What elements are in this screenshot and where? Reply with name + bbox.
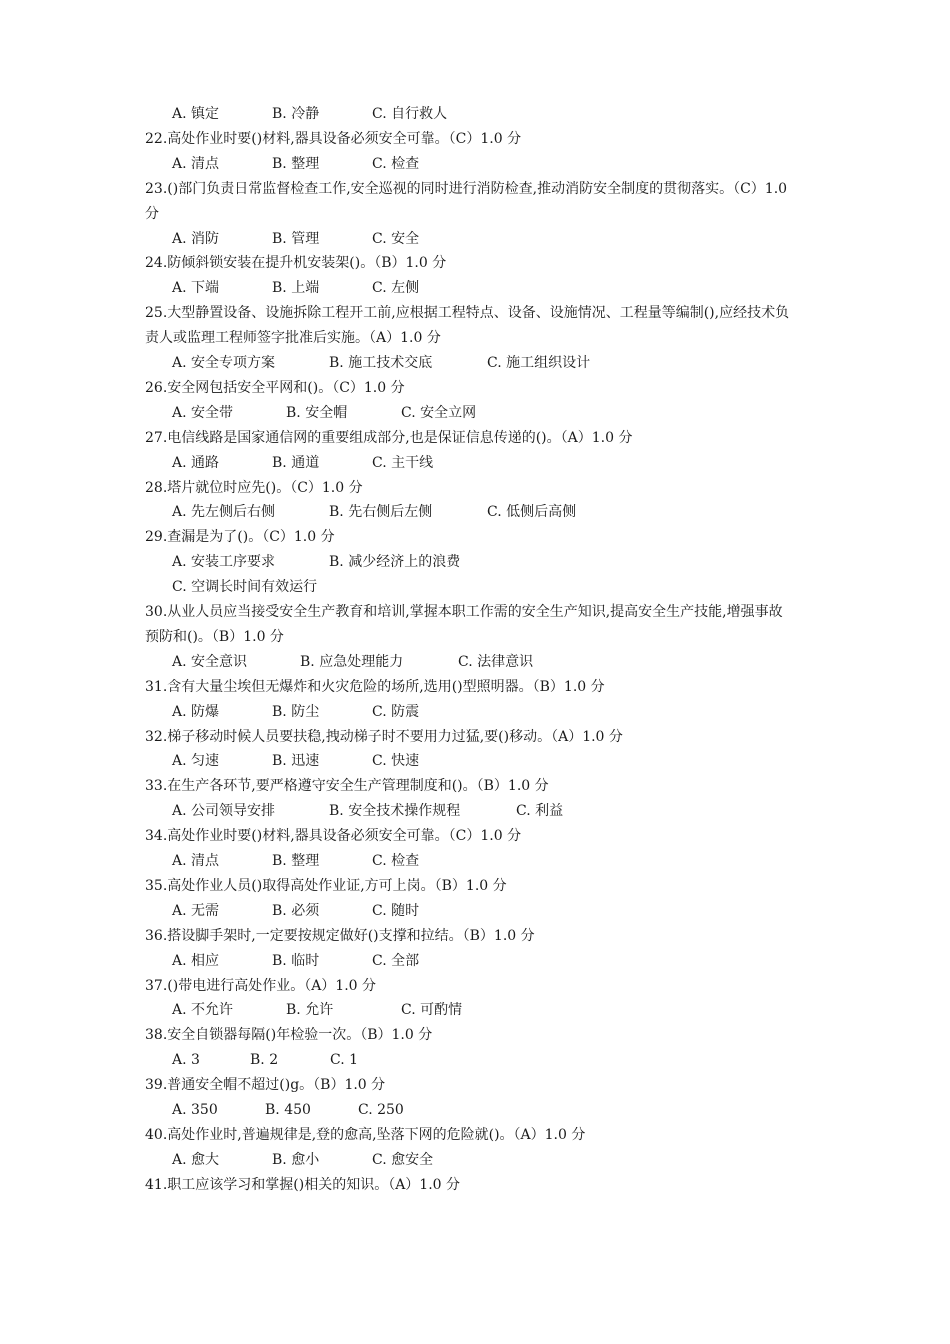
- answer-option: A. 不允许: [172, 1002, 234, 1019]
- answer-option: A. 先左侧后右侧: [172, 504, 276, 521]
- question-line: 24.防倾斜锁安装在提升机安装架()。（B）1.0 分: [145, 255, 447, 272]
- question-line: 25.大型静置设备、设施拆除工程开工前,应根据工程特点、设备、设施情况、工程量等编制(),应经技术负: [145, 305, 790, 322]
- options-line: [172, 276, 842, 301]
- options-line: [172, 1148, 842, 1173]
- answer-option: C. 主干线: [372, 454, 434, 471]
- question-line: 30.从业人员应当接受安全生产教育和培训,掌握本职工作需的安全生产知识,提高安全生产技能,增强事故: [145, 604, 783, 620]
- answer-option: B. 必须: [272, 902, 320, 919]
- answer-option: C. 250: [358, 1102, 404, 1118]
- options-line: [172, 401, 842, 426]
- answer-option: B. 通道: [272, 454, 320, 471]
- answer-option: C. 全部: [372, 952, 420, 969]
- answer-option: C. 防震: [372, 703, 420, 720]
- question-line: 分: [145, 205, 159, 222]
- options-line: [172, 949, 842, 974]
- options-line: [172, 227, 842, 252]
- question-line: 38.安全自锁器每隔()年检验一次。（B）1.0 分: [145, 1027, 433, 1044]
- answer-option: C. 检查: [372, 853, 420, 869]
- answer-option: A. 镇定: [172, 106, 220, 122]
- options-line: [172, 102, 842, 127]
- answer-option: C. 安全: [372, 230, 420, 247]
- answer-option: C. 随时: [372, 902, 420, 919]
- answer-option: A. 350: [172, 1102, 218, 1118]
- question-line: 预防和()。（B）1.0 分: [145, 628, 284, 645]
- options-line: [172, 700, 842, 725]
- answer-option: A. 防爆: [172, 703, 220, 720]
- answer-option: A. 3: [172, 1052, 200, 1069]
- answer-option: A. 安全带: [172, 404, 234, 421]
- answer-option: C. 可酌情: [401, 1002, 463, 1019]
- answer-option: C. 愈安全: [372, 1151, 434, 1168]
- answer-option: C. 低侧后高侧: [487, 504, 577, 521]
- answer-option: B. 防尘: [272, 703, 320, 720]
- answer-option: B. 安全帽: [286, 404, 348, 421]
- answer-option: B. 冷静: [272, 106, 320, 122]
- answer-option: C. 1: [330, 1052, 359, 1069]
- answer-option: C. 空调长时间有效运行: [172, 579, 318, 596]
- options-line: [172, 1098, 842, 1123]
- options-line: [172, 575, 842, 600]
- answer-option: A. 下端: [172, 280, 220, 297]
- question-line: 41.职工应该学习和掌握()相关的知识。（A）1.0 分: [145, 1176, 461, 1193]
- answer-option: B. 上端: [272, 280, 320, 297]
- options-line: [172, 451, 842, 476]
- answer-option: B. 2: [250, 1052, 279, 1069]
- options-line: [172, 799, 842, 824]
- answer-option: A. 安装工序要求: [172, 554, 276, 571]
- options-line: [172, 500, 842, 525]
- question-line: 37.()带电进行高处作业。（A）1.0 分: [145, 977, 377, 994]
- answer-option: C. 利益: [516, 803, 564, 820]
- answer-option: A. 安全专项方案: [172, 355, 276, 371]
- question-line: 28.塔片就位时应先()。（C）1.0 分: [145, 479, 363, 496]
- question-line: 22.高处作业时要()材料,器具设备必须安全可靠。（C）1.0 分: [145, 130, 522, 147]
- answer-option: A. 愈大: [172, 1151, 220, 1168]
- question-line: 责人或监理工程师签字批准后实施。（A）1.0 分: [145, 330, 441, 347]
- question-line: 27.电信线路是国家通信网的重要组成部分,也是保证信息传递的()。（A）1.0 分: [145, 429, 633, 446]
- question-line: 39.普通安全帽不超过()g。（B）1.0 分: [145, 1077, 386, 1094]
- question-line: 35.高处作业人员()取得高处作业证,方可上岗。（B）1.0 分: [145, 877, 507, 894]
- question-line: 32.梯子移动时候人员要扶稳,拽动梯子时不要用力过猛,要()移动。（A）1.0 分: [145, 728, 623, 745]
- answer-option: B. 安全技术操作规程: [329, 803, 461, 820]
- answer-option: B. 临时: [272, 952, 320, 969]
- answer-option: B. 应急处理能力: [300, 653, 404, 670]
- answer-option: B. 减少经济上的浪费: [329, 554, 461, 571]
- answer-option: A. 清点: [172, 853, 220, 869]
- answer-option: B. 先右侧后左侧: [329, 504, 433, 521]
- options-line: [172, 152, 842, 177]
- options-line: [172, 351, 842, 376]
- answer-option: B. 愈小: [272, 1151, 320, 1168]
- answer-option: C. 法律意识: [458, 653, 534, 670]
- question-line: 31.含有大量尘埃但无爆炸和火灾危险的场所,选用()型照明器。（B）1.0 分: [145, 678, 605, 695]
- options-line: [172, 650, 842, 675]
- options-line: [172, 550, 842, 575]
- answer-option: C. 施工组织设计: [487, 355, 591, 371]
- question-line: 23.()部门负责日常监督检查工作,安全巡视的同时进行消防检查,推动消防安全制度的贯彻落实。（C）1.0: [145, 180, 788, 197]
- answer-option: B. 迅速: [272, 753, 320, 770]
- answer-option: A. 消防: [172, 230, 220, 247]
- answer-option: B. 整理: [272, 155, 320, 172]
- answer-option: A. 通路: [172, 454, 220, 471]
- question-line: 40.高处作业时,普遍规律是,登的愈高,坠落下网的危险就()。（A）1.0 分: [145, 1126, 586, 1143]
- options-line: [172, 899, 842, 924]
- answer-option: A. 安全意识: [172, 653, 248, 670]
- question-line: 36.搭设脚手架时,一定要按规定做好()支撑和拉结。（B）1.0 分: [145, 927, 535, 944]
- answer-option: A. 无需: [172, 902, 220, 919]
- answer-option: C. 安全立网: [401, 404, 477, 421]
- answer-option: A. 公司领导安排: [172, 803, 276, 820]
- answer-option: C. 自行救人: [372, 106, 448, 122]
- question-line: 26.安全网包括安全平网和()。（C）1.0 分: [145, 379, 405, 396]
- options-line: [172, 1048, 842, 1073]
- options-line: [172, 849, 842, 874]
- answer-option: B. 管理: [272, 230, 320, 247]
- answer-option: B. 450: [265, 1102, 311, 1118]
- answer-option: C. 快速: [372, 753, 420, 770]
- question-line: 34.高处作业时要()材料,器具设备必须安全可靠。（C）1.0 分: [145, 828, 522, 845]
- answer-option: A. 匀速: [172, 753, 220, 770]
- answer-option: A. 清点: [172, 155, 220, 172]
- options-line: [172, 749, 842, 774]
- answer-option: A. 相应: [172, 952, 220, 969]
- answer-option: B. 施工技术交底: [329, 355, 433, 371]
- answer-option: C. 检查: [372, 155, 420, 172]
- options-line: [172, 998, 842, 1023]
- question-line: 29.查漏是为了()。（C）1.0 分: [145, 529, 335, 546]
- answer-option: B. 整理: [272, 853, 320, 869]
- answer-option: B. 允许: [286, 1002, 334, 1019]
- question-line: 33.在生产各环节,要严格遵守安全生产管理制度和()。（B）1.0 分: [145, 778, 549, 795]
- answer-option: C. 左侧: [372, 280, 420, 297]
